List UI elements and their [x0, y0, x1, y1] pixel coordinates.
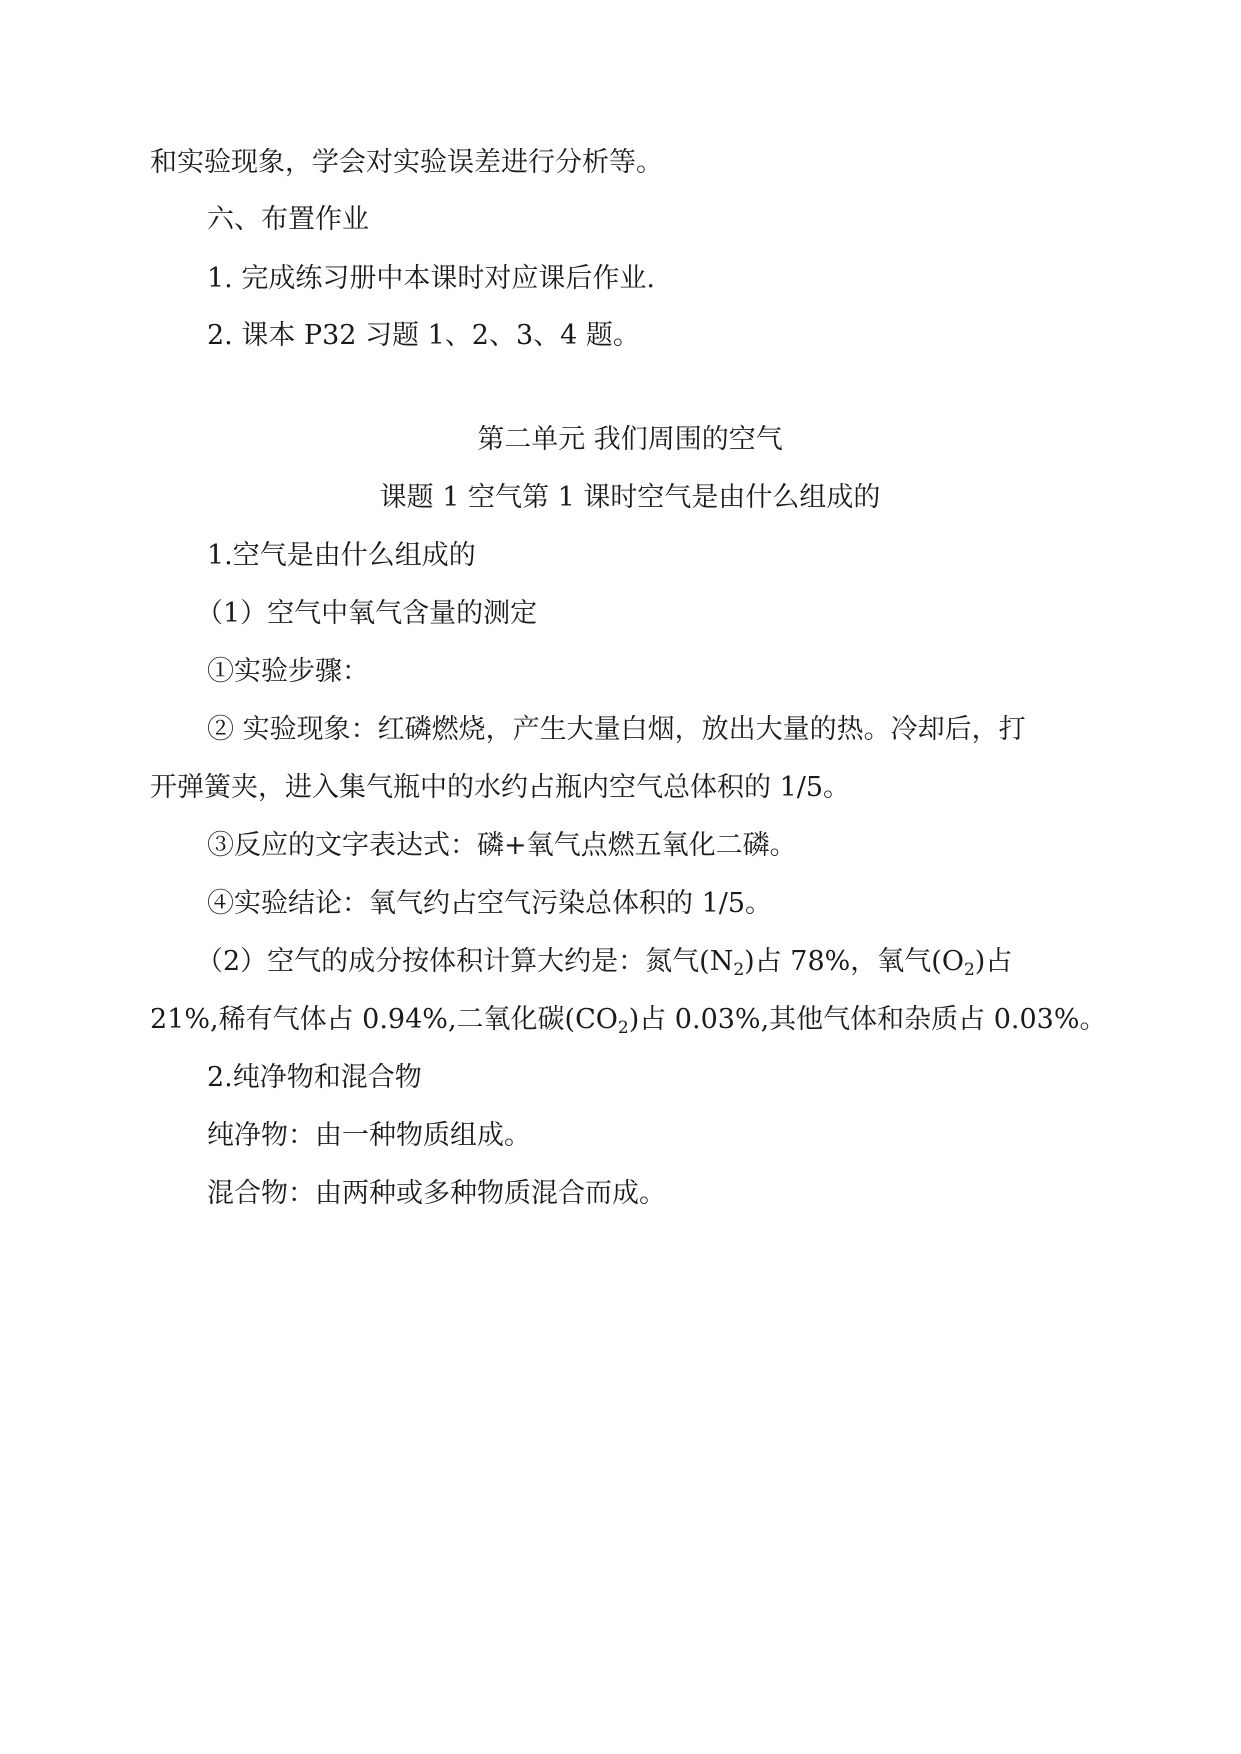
homework-item-2: 2. 课本 P32 习题 1、2、3、4 题。 [207, 320, 640, 351]
subscript: 2 [617, 1018, 629, 1038]
reaction-expression: ③反应的文字表达式：磷+氧气点燃五氧化二磷。 [207, 830, 797, 861]
lesson-title: 课题 1 空气第 1 课时空气是由什么组成的 [379, 482, 881, 513]
unit-title: 第二单元 我们周围的空气 [477, 424, 783, 455]
definition-pure-substance: 纯净物：由一种物质组成。 [207, 1120, 531, 1151]
definition-mixture: 混合物：由两种或多种物质混合而成。 [207, 1178, 666, 1209]
composition-text: )占 78%，氧气(O [744, 946, 964, 977]
experiment-conclusion: ④实验结论：氧气约占空气污染总体积的 1/5。 [207, 888, 773, 919]
subheading-pure-mixture: 2.纯净物和混合物 [207, 1062, 422, 1093]
composition-text: )占 [974, 946, 1013, 977]
subscript: 2 [963, 960, 975, 980]
paragraph-continuation: 和实验现象，学会对实验误差进行分析等。 [150, 147, 663, 178]
experiment-phenomenon-line1: ② 实验现象：红磷燃烧，产生大量白烟，放出大量的热。冷却后，打 [207, 714, 1026, 745]
subheading-oxygen-measurement: （1）空气中氧气含量的测定 [196, 598, 538, 629]
homework-item-1: 1. 完成练习册中本课时对应课后作业. [207, 263, 655, 294]
experiment-phenomenon-line2: 开弹簧夹，进入集气瓶中的水约占瓶内空气总体积的 1/5。 [150, 772, 851, 803]
experiment-steps: ①实验步骤： [207, 656, 369, 687]
composition-text: 21%,稀有气体占 0.94%,二氧化碳(CO [150, 1004, 618, 1035]
section-heading-homework: 六、布置作业 [207, 204, 369, 235]
subheading-air-composition: 1.空气是由什么组成的 [207, 540, 476, 571]
air-composition-line2 [150, 1000, 1110, 1040]
composition-text: （2）空气的成分按体积计算大约是：氮气(N [196, 946, 734, 977]
air-composition-line1 [196, 942, 1106, 982]
composition-text: )占 0.03%,其他气体和杂质占 0.03%。 [628, 1004, 1107, 1035]
subscript: 2 [733, 960, 745, 980]
